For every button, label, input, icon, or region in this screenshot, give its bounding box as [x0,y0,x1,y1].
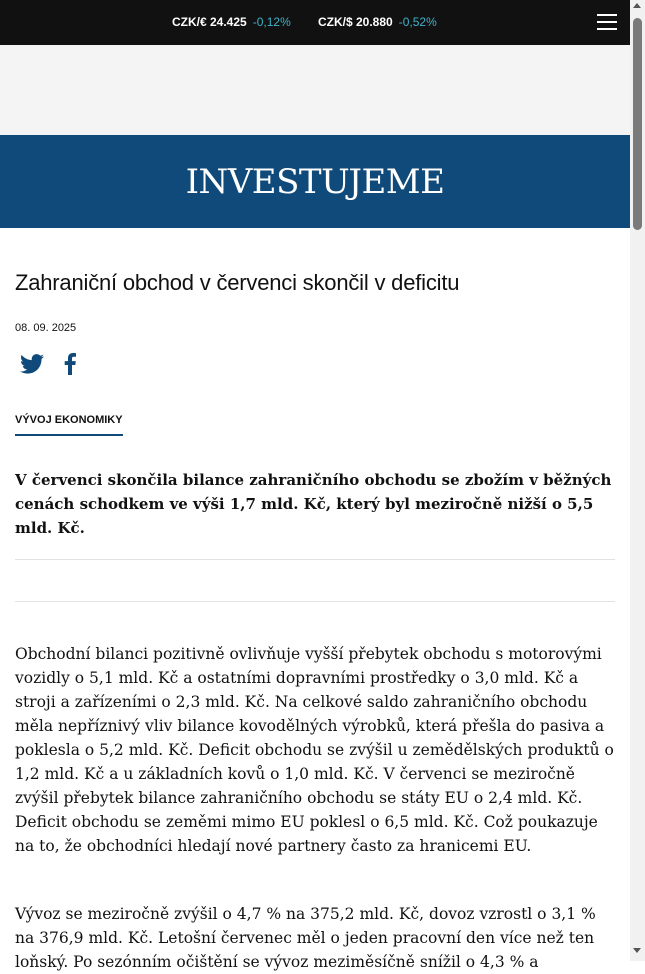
article-date: 08. 09. 2025 [15,322,77,334]
category-link[interactable]: VÝVOJ EKONOMIKY [15,414,123,436]
scrollbar-thumb[interactable] [633,18,642,230]
scroll-down-arrow-icon[interactable] [633,948,641,953]
rate-usd-change: -0,52% [398,15,437,29]
hamburger-icon[interactable] [597,14,617,30]
rate-eur-label: CZK/€ 24.425 [172,15,247,29]
top-bar [0,0,630,45]
site-logo[interactable]: INVESTUJEME [185,162,445,202]
divider [15,559,615,560]
scroll-up-arrow-icon[interactable] [633,3,641,8]
rate-eur-change: -0,12% [252,15,291,29]
rate-usd [318,15,437,29]
divider [15,601,615,602]
ad-space [0,45,630,135]
article-lead: V červenci skončila bilance zahraničního obchodu se zbožím v běžných cenách schodkem ve výši 1,7 mld. Kč, který byl meziročně nižší o 5,5 mld. Kč. [15,471,612,537]
rate-eur [172,15,291,29]
rate-usd-label: CZK/$ 20.880 [318,15,393,29]
article-paragraph: Obchodní bilanci pozitivně ovlivňuje vyšší přebytek obchodu s motorovými vozidly o 5,1 mld. Kč a ostatními dopravními prostředky o 3,0 mld. Kč a stroji a zařízeními o 2,3 mld. Kč. Na celkové saldo zahraničního obchodu měla nepříznivý vliv bilance kovodělných výrobků, která přešla do pasiva a poklesla o 5,2 mld. Kč. Deficit obchodu se zvýšil u zemědělských produktů o 1,2 mld. Kč a u základních kovů o 1,0 mld. Kč. V červenci se meziročně zvýšil přebytek bilance zahraničního obchodu se státy EU o 2,4 mld. Kč. Deficit obchodu se zeměmi mimo EU poklesl o 6,5 mld. Kč. Což poukazuje na to, že obchodníci hledají nové partnery často za hranicemi EU. [15,645,614,855]
facebook-icon[interactable] [62,353,78,375]
article-title: Zahraniční obchod v červenci skončil v deficitu [15,270,460,295]
article-paragraph: Vývoz se meziročně zvýšil o 4,7 % na 375,2 mld. Kč, dovoz vzrostl o 3,1 % na 376,9 mld. Kč. Letošní červenec měl o jeden pracovní den více než ten loňský. Po sezónním očištění se vývoz meziměsíčně snížil o 4,3 % a [15,905,596,971]
twitter-icon[interactable] [20,353,44,375]
